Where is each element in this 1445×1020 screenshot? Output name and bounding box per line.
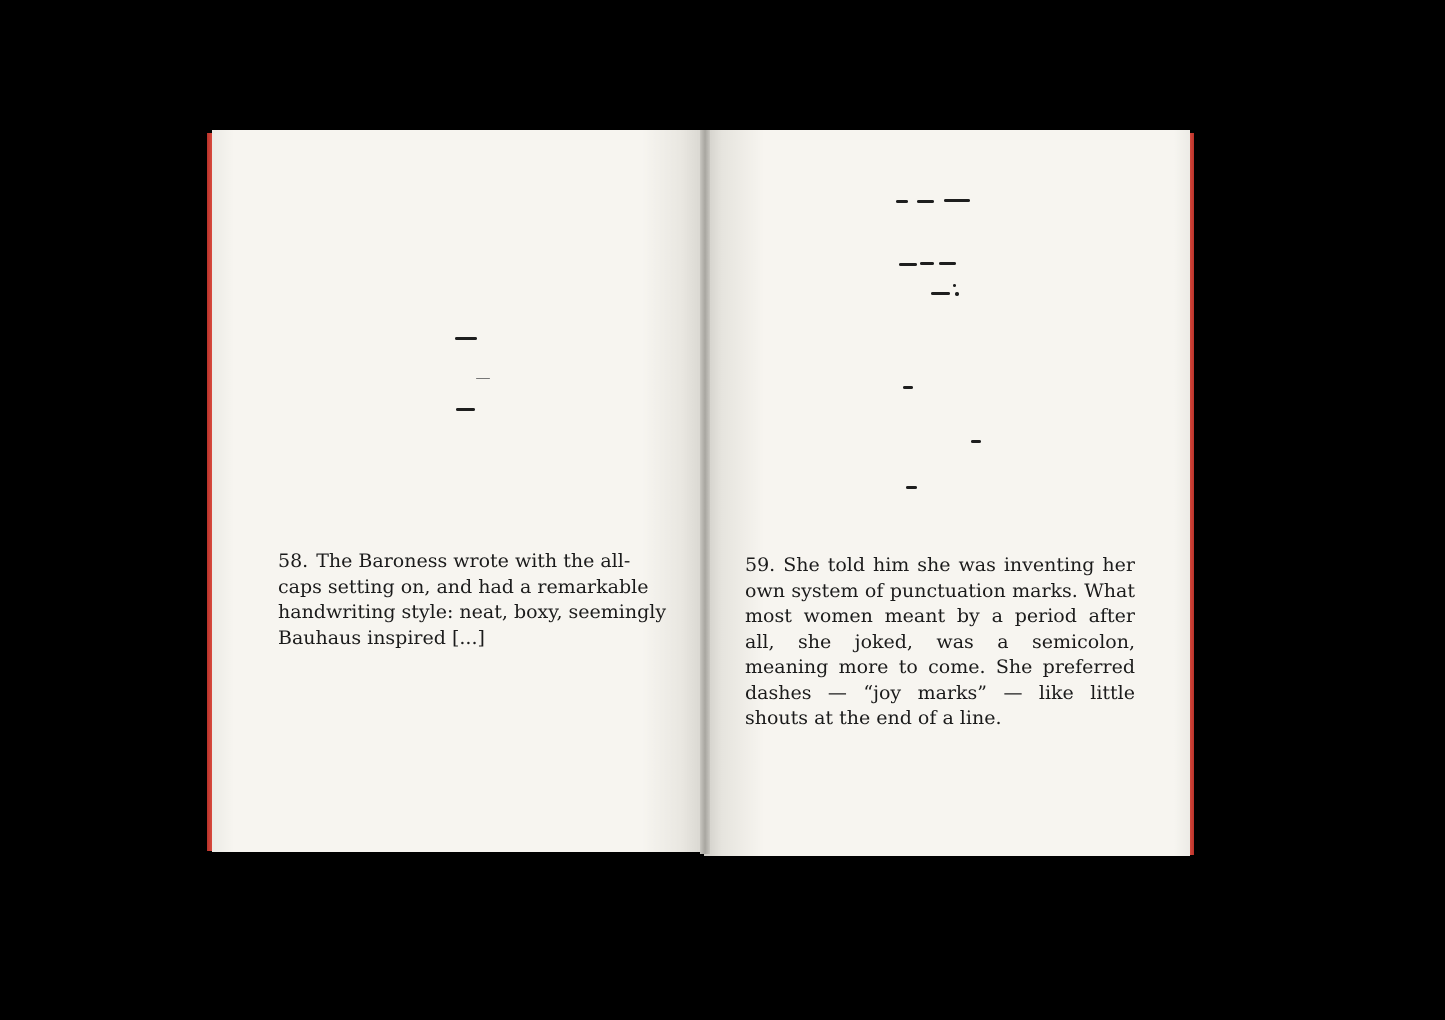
dash-mark bbox=[971, 440, 981, 443]
dash-mark bbox=[931, 292, 950, 295]
dot-mark bbox=[955, 292, 959, 296]
paragraph-number: 58. bbox=[278, 550, 309, 572]
left-page bbox=[212, 130, 707, 852]
left-page-paragraph bbox=[278, 549, 668, 651]
dash-mark bbox=[939, 262, 956, 265]
dash-mark bbox=[456, 408, 475, 411]
right-page-paragraph bbox=[745, 553, 1135, 732]
paragraph-number: 59. bbox=[745, 554, 776, 576]
dot-mark bbox=[953, 284, 956, 287]
dash-mark bbox=[906, 486, 917, 489]
dash-mark bbox=[920, 262, 934, 265]
dash-mark bbox=[899, 263, 917, 266]
dash-mark bbox=[455, 337, 477, 340]
dash-mark bbox=[476, 378, 490, 379]
dash-mark bbox=[903, 386, 913, 389]
paragraph-text: The Baroness wrote with the all-caps setting on, and had a remarkable handwriting style: neat, boxy, seemingly Bauhaus inspired [...] bbox=[278, 550, 667, 649]
right-page bbox=[704, 130, 1190, 856]
book-gutter bbox=[700, 130, 710, 854]
paragraph-text: She told him she was inventing her own system of punctuation marks. What most women meant by a period after all, she joked, was a semicolon, meaning more to come. She preferred dashes — “joy marks” — like little shouts at the end of a line. bbox=[745, 554, 1135, 729]
dash-mark bbox=[896, 200, 908, 203]
dash-mark bbox=[944, 199, 970, 202]
dash-mark bbox=[917, 200, 934, 203]
